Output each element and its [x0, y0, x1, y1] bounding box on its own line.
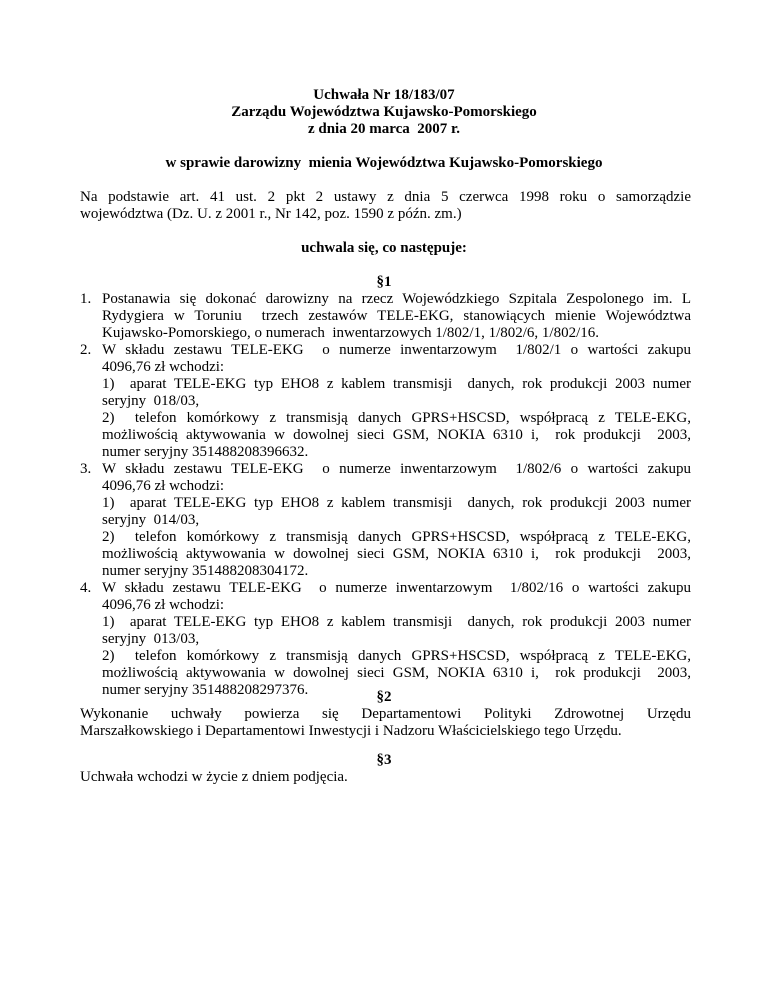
item-line: 1) aparat TELE-EKG typ EHO8 z kablem transmisji danych, rok produkcji 2003 numer — [102, 376, 691, 392]
section-1-heading: §1 — [376, 274, 392, 290]
section-2-line-1: Wykonanie uchwały powierza się Departamentowi Polityki Zdrowotnej Urzędu — [80, 706, 691, 722]
resolution-date: z dnia 20 marca 2007 r. — [307, 121, 461, 137]
item-line: numer seryjny 351488208297376. — [102, 682, 309, 698]
legal-basis-line-1: Na podstawie art. 41 ust. 2 pkt 2 ustawy z dnia 5 czerwca 1998 roku o samorządzie — [80, 189, 691, 205]
item-line: numer seryjny 351488208396632. — [102, 444, 309, 460]
item-line: 1) aparat TELE-EKG typ EHO8 z kablem transmisji danych, rok produkcji 2003 numer — [102, 495, 691, 511]
item-line: możliwością aktywowania w dowolnej sieci GSM, NOKIA 6310 i, rok produkcji 2003, — [102, 546, 691, 562]
item-number: 3. — [80, 461, 92, 477]
item-line: 2) telefon komórkowy z transmisją danych GPRS+HSCSD, współpracą z TELE-EKG, — [102, 648, 691, 664]
resolution-subject: w sprawie darowizny mienia Województwa Kujawsko-Pomorskiego — [165, 155, 603, 171]
item-number: 2. — [80, 342, 92, 358]
item-line: W składu zestawu TELE-EKG o numerze inwentarzowym 1/802/6 o wartości zakupu — [102, 461, 691, 477]
item-line: W składu zestawu TELE-EKG o numerze inwentarzowym 1/802/16 o wartości zakupu — [102, 580, 691, 596]
legal-basis-line-2: województwa (Dz. U. z 2001 r., Nr 142, poz. 1590 z późn. zm.) — [80, 206, 462, 222]
item-line: Kujawsko-Pomorskiego, o numerach inwentarzowych 1/802/1, 1/802/6, 1/802/16. — [102, 325, 600, 341]
resolution-issuer: Zarządu Województwa Kujawsko-Pomorskiego — [231, 104, 537, 120]
item-line: 4096,76 zł wchodzi: — [102, 478, 225, 494]
item-line: możliwością aktywowania w dowolnej sieci GSM, NOKIA 6310 i, rok produkcji 2003, — [102, 427, 691, 443]
item-line: numer seryjny 351488208304172. — [102, 563, 309, 579]
item-number: 1. — [80, 291, 92, 307]
item-number: 4. — [80, 580, 92, 596]
item-line: seryjny 013/03, — [102, 631, 200, 647]
item-line: seryjny 018/03, — [102, 393, 200, 409]
item-line: 2) telefon komórkowy z transmisją danych GPRS+HSCSD, współpracą z TELE-EKG, — [102, 529, 691, 545]
item-line: 4096,76 zł wchodzi: — [102, 597, 225, 613]
item-line: W składu zestawu TELE-EKG o numerze inwentarzowym 1/802/1 o wartości zakupu — [102, 342, 691, 358]
item-line: 4096,76 zł wchodzi: — [102, 359, 225, 375]
item-line: seryjny 014/03, — [102, 512, 200, 528]
resolves-heading: uchwala się, co następuje: — [301, 240, 467, 256]
item-line: 2) telefon komórkowy z transmisją danych GPRS+HSCSD, współpracą z TELE-EKG, — [102, 410, 691, 426]
section-3-text: Uchwała wchodzi w życie z dniem podjęcia. — [80, 769, 348, 785]
section-3-heading: §3 — [376, 752, 392, 768]
item-line: Postanawia się dokonać darowizny na rzecz Wojewódzkiego Szpitala Zespolonego im. L — [102, 291, 691, 307]
resolution-title: Uchwała Nr 18/183/07 — [313, 87, 455, 103]
section-2-line-2: Marszałkowskiego i Departamentowi Inwestycji i Nadzoru Właścicielskiego tego Urzędu. — [80, 723, 622, 739]
item-line: Rydygiera w Toruniu trzech zestawów TELE-EKG, stanowiących mienie Województwa — [102, 308, 691, 324]
item-line: możliwością aktywowania w dowolnej sieci GSM, NOKIA 6310 i, rok produkcji 2003, — [102, 665, 691, 681]
section-2-heading: §2 — [376, 689, 392, 705]
item-line: 1) aparat TELE-EKG typ EHO8 z kablem transmisji danych, rok produkcji 2003 numer — [102, 614, 691, 630]
